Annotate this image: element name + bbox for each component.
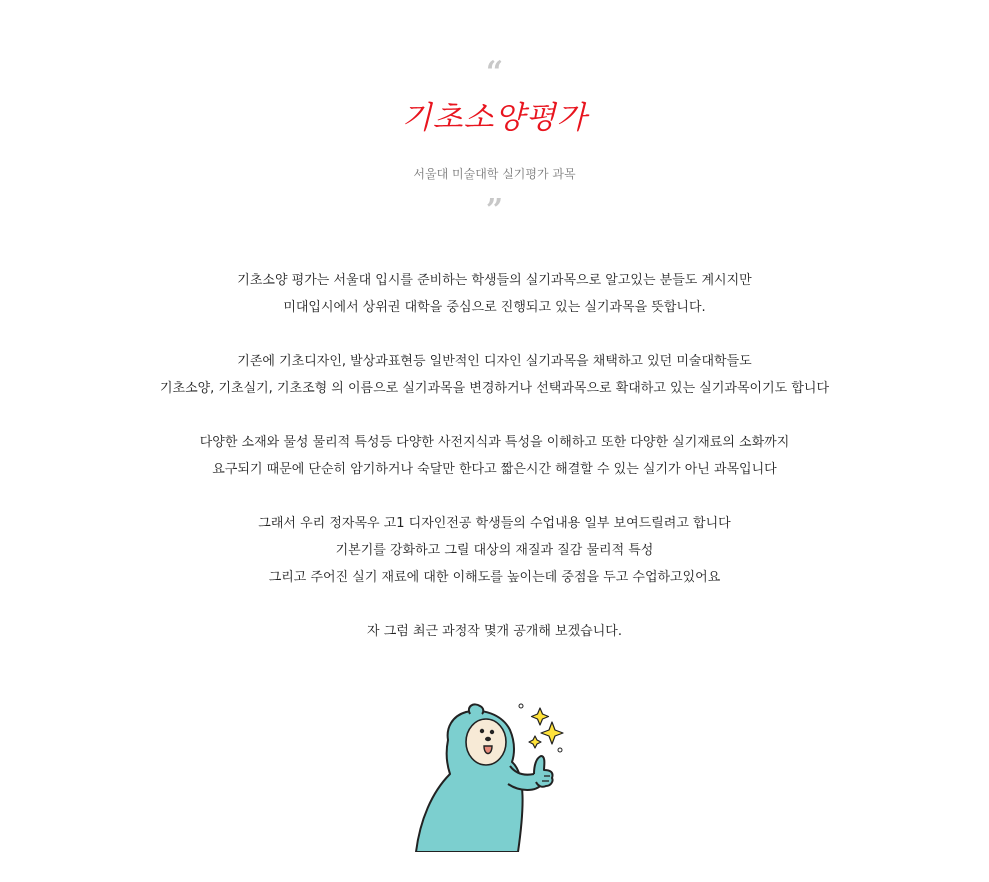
- paragraph-3-line-2: 요구되기 때문에 단순히 암기하거나 숙달만 한다고 짧은시간 해결할 수 있는 실기가 아닌 과목입니다: [212, 462, 777, 477]
- paragraph-3: [130, 429, 859, 483]
- close-quote-icon: ”: [485, 193, 504, 228]
- paragraph-1-line-1: 기초소양 평가는 서울대 입시를 준비하는 학생들의 실기과목으로 알고있는 분들도 계시지만: [237, 273, 752, 288]
- paragraph-5: [130, 618, 859, 645]
- bear-eye: [490, 730, 494, 734]
- bear-mouth: [484, 746, 492, 754]
- paragraph-1: [130, 267, 859, 321]
- paragraph-4-line-2: 기본기를 강화하고 그릴 대상의 재질과 질감 물리적 특성: [335, 543, 654, 558]
- paragraph-3-line-1: 다양한 소재와 물성 물리적 특성등 다양한 사전지식과 특성을 이해하고 또한 다양한 실기재료의 소화까지: [199, 435, 790, 450]
- bear-thumb: [534, 756, 553, 787]
- paragraph-2-line-1: 기존에 기초디자인, 발상과표현등 일반적인 디자인 실기과목을 채택하고 있던 미술대학들도: [237, 354, 752, 369]
- open-quote-icon: “: [485, 55, 504, 90]
- paragraph-4: [130, 510, 859, 591]
- bear-eye: [480, 729, 484, 733]
- bear-ear: [469, 704, 483, 714]
- bear-face: [466, 719, 506, 765]
- page-title: 기초소양평가: [401, 100, 588, 136]
- paragraph-2: [130, 348, 859, 402]
- intro-text: [130, 267, 859, 672]
- sparkle-icon: [529, 708, 563, 748]
- paragraph-2-line-2: 기초소양, 기초실기, 기초조형 의 이름으로 실기과목을 변경하거나 선택과목으로 확대하고 있는 실기과목이기도 합니다: [159, 381, 830, 396]
- paragraph-4-line-1: 그래서 우리 정자목우 고1 디자인전공 학생들의 수업내용 일부 보여드릴려고 합니다: [258, 516, 731, 531]
- sparkle-dot: [558, 748, 562, 752]
- page-subtitle: 서울대 미술대학 실기평가 과목: [413, 167, 576, 181]
- paragraph-4-line-3: 그리고 주어진 실기 재료에 대한 이해도를 높이는데 중점을 두고 수업하고있어요: [268, 570, 721, 585]
- bear-thumbs-up-icon: [410, 700, 570, 852]
- paragraph-5-line-1: 자 그럼 최근 과정작 몇개 공개해 보겠습니다.: [367, 624, 622, 639]
- sparkle-dot: [519, 704, 523, 708]
- paragraph-1-line-2: 미대입시에서 상위권 대학을 중심으로 진행되고 있는 실기과목을 뜻합니다.: [283, 300, 706, 315]
- bear-nose: [485, 737, 491, 741]
